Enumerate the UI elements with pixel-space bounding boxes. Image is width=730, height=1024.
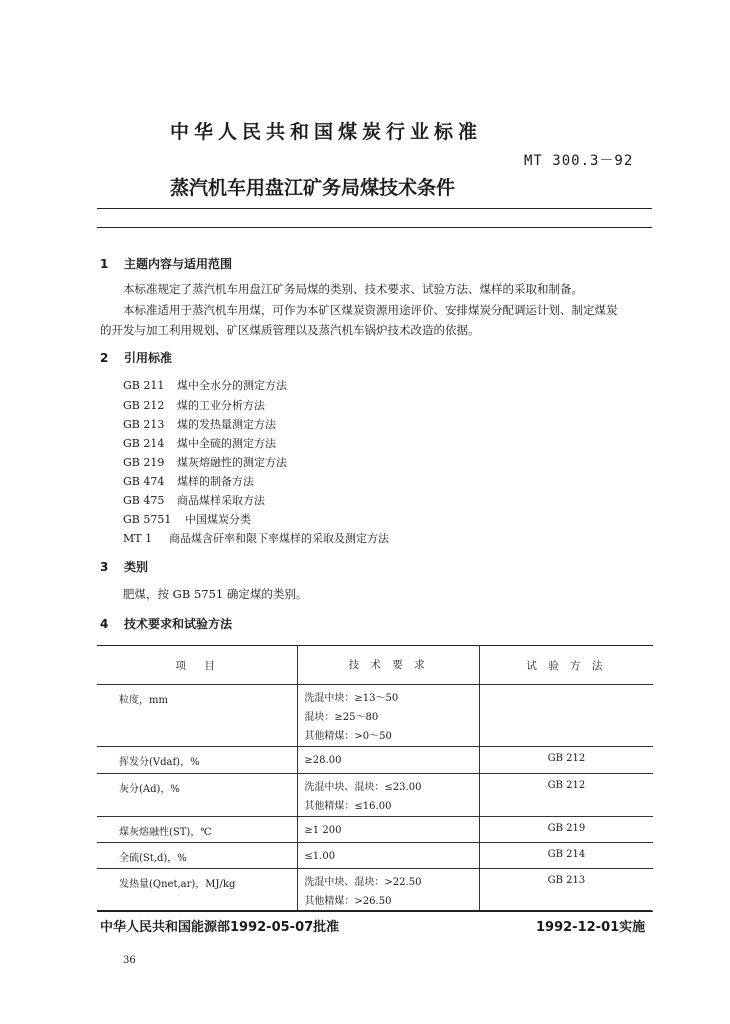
section-1-paragraph-1: 本标准规定了蒸汽机车用盘江矿务局煤的类别、技术要求、试验方法、煤样的采取和制备。 — [123, 282, 583, 296]
section-title: 技术要求和试验方法 — [124, 617, 233, 631]
reference-code: MT 1 — [123, 532, 153, 545]
row-item: 挥发分(Vdaf)，% — [97, 747, 298, 774]
reference-title: 煤中全水分的测定方法 — [177, 379, 287, 392]
reference-item — [123, 454, 287, 470]
reference-code: GB 211 — [123, 379, 165, 392]
table-row — [97, 774, 653, 817]
reference-title: 商品煤样采取方法 — [177, 494, 265, 507]
reference-code: GB 474 — [123, 475, 165, 488]
row-method: GB 212 — [479, 774, 653, 817]
section-title: 引用标准 — [124, 351, 173, 365]
reference-title: 煤的发热量测定方法 — [177, 418, 276, 431]
requirement-line: 洗混中块：≥13～50 — [304, 693, 399, 704]
row-method: GB 214 — [479, 843, 653, 869]
row-requirements — [298, 869, 479, 912]
section-3-paragraph: 肥煤，按 GB 5751 确定煤的类别。 — [123, 587, 308, 601]
row-item: 灰分(Ad)，% — [97, 774, 298, 817]
row-method: GB 212 — [479, 747, 653, 774]
section-number: 4 — [100, 617, 109, 631]
effective-date: 1992-12-01实施 — [536, 920, 646, 935]
reference-item — [123, 377, 287, 393]
section-number: 2 — [100, 351, 109, 365]
reference-code: GB 214 — [123, 437, 165, 450]
row-method: GB 219 — [479, 817, 653, 843]
standard-number: MT 300.3－92 — [524, 153, 634, 169]
section-4-heading — [100, 615, 232, 632]
section-title: 主题内容与适用范围 — [124, 257, 233, 271]
reference-code: GB 212 — [123, 399, 165, 412]
reference-title: 煤样的制备方法 — [177, 475, 254, 488]
reference-item — [123, 511, 251, 527]
row-item: 煤灰熔融性(ST)，℃ — [97, 817, 298, 843]
section-1-heading — [100, 255, 232, 272]
reference-item — [123, 435, 276, 451]
column-header-item: 项 目 — [97, 646, 298, 685]
spec-table — [97, 645, 653, 912]
reference-title: 煤的工业分析方法 — [177, 399, 265, 412]
section-3-heading — [100, 558, 148, 575]
table-row — [97, 817, 653, 843]
reference-item — [123, 473, 254, 489]
reference-item — [123, 530, 389, 546]
row-requirements — [298, 747, 479, 774]
section-1-paragraph-2-cont: 的开发与加工利用规划、矿区煤质管理以及蒸汽机车锅炉技术改造的依据。 — [100, 323, 480, 337]
title-rule-top — [97, 208, 652, 209]
section-title: 类别 — [124, 560, 149, 574]
reference-code: GB 219 — [123, 456, 165, 469]
reference-title: 中国煤炭分类 — [185, 513, 251, 526]
title-rule-bottom — [97, 227, 652, 228]
requirement-line: ≤1.00 — [304, 851, 336, 862]
reference-item — [123, 397, 265, 413]
footer-rule — [97, 910, 652, 911]
requirement-line: 洗混中块、混块：≤23.00 — [304, 782, 422, 793]
requirement-line: 混块：≥25～80 — [304, 712, 379, 723]
requirement-line: ≥1 200 — [304, 825, 342, 836]
table-header-row — [97, 646, 653, 685]
requirement-line: 其他精煤：>26.50 — [304, 896, 392, 907]
approval-line: 中华人民共和国能源部1992-05-07批准 — [100, 920, 340, 935]
document-title: 蒸汽机车用盘江矿务局煤技术条件 — [170, 177, 456, 199]
requirement-line: 其他精煤：>0～50 — [304, 731, 392, 742]
org-title: 中华人民共和国煤炭行业标准 — [170, 121, 483, 143]
column-header-method: 试 验 方 法 — [479, 646, 653, 685]
reference-title: 煤灰熔融性的测定方法 — [177, 456, 287, 469]
section-number: 1 — [100, 257, 109, 271]
row-item: 发热量(Qnet,ar)，MJ/kg — [97, 869, 298, 912]
page-number: 36 — [123, 955, 136, 966]
section-number: 3 — [100, 560, 109, 574]
section-2-heading — [100, 349, 172, 366]
table-row — [97, 685, 653, 747]
reference-title: 商品煤含矸率和限下率煤样的采取及测定方法 — [169, 532, 389, 545]
table-row — [97, 843, 653, 869]
reference-code: GB 475 — [123, 494, 165, 507]
row-item: 全硫(St,d)，% — [97, 843, 298, 869]
reference-code: GB 5751 — [123, 513, 172, 526]
row-requirements — [298, 774, 479, 817]
reference-item — [123, 416, 276, 432]
row-method — [479, 685, 653, 747]
requirement-line: 其他精煤：≤16.00 — [304, 801, 392, 812]
reference-item — [123, 492, 265, 508]
row-requirements — [298, 843, 479, 869]
reference-title: 煤中全硫的测定方法 — [177, 437, 276, 450]
row-method: GB 213 — [479, 869, 653, 912]
requirement-line: ≥28.00 — [304, 755, 342, 766]
row-item: 粒度，mm — [97, 685, 298, 747]
column-header-requirements: 技 术 要 求 — [298, 646, 479, 685]
row-requirements — [298, 685, 479, 747]
row-requirements — [298, 817, 479, 843]
table-row — [97, 869, 653, 912]
table-row — [97, 747, 653, 774]
requirement-line: 洗混中块、混块：>22.50 — [304, 877, 422, 888]
section-1-paragraph-2: 本标准适用于蒸汽机车用煤，可作为本矿区煤炭资源用途评价、安排煤炭分配调运计划、制定煤炭 — [123, 303, 618, 317]
reference-code: GB 213 — [123, 418, 165, 431]
